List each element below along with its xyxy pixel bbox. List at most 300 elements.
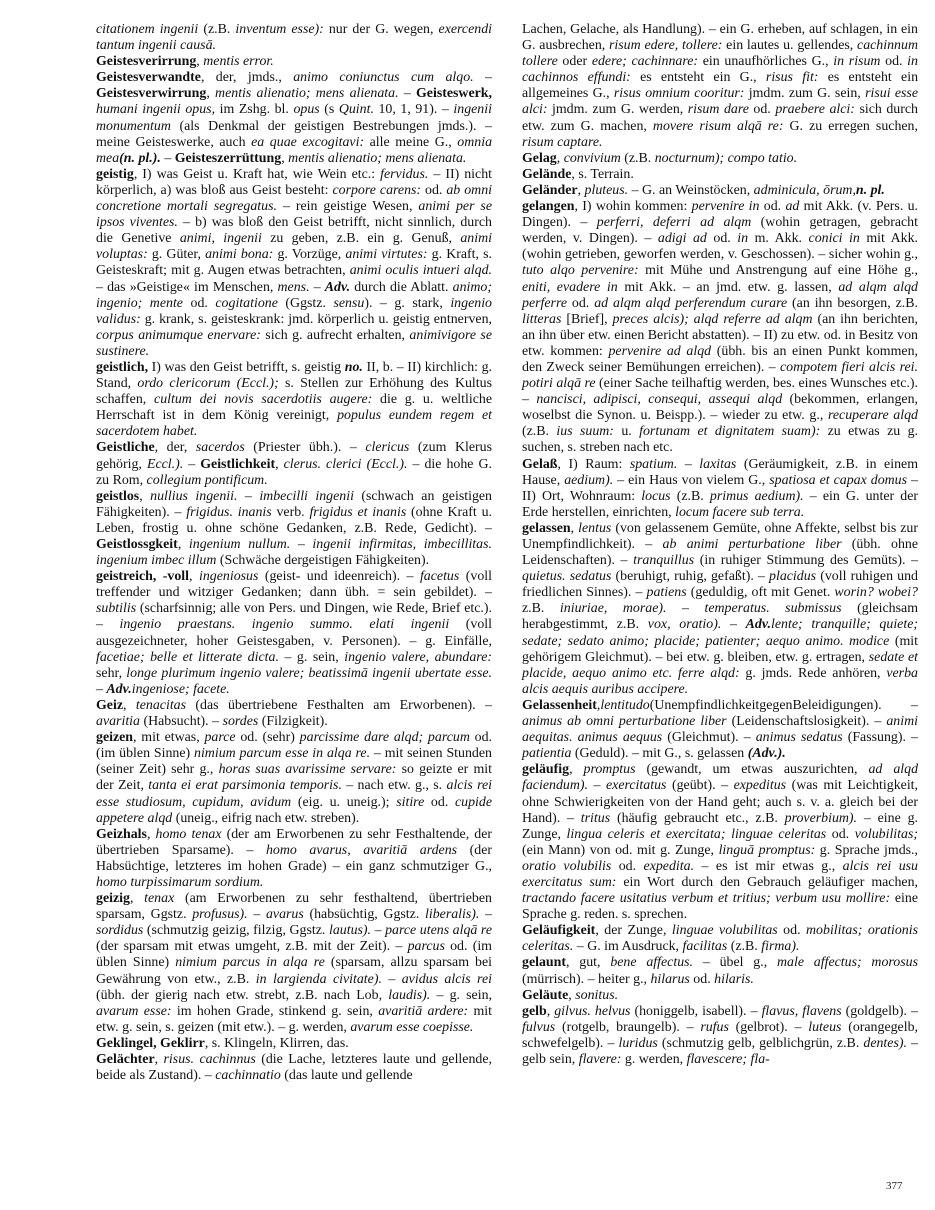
entry-headword: gelassen [522, 520, 571, 536]
entry-text: z.B. [522, 601, 560, 617]
entry-text: od. [424, 794, 455, 810]
dictionary-entry [96, 22, 492, 54]
entry-latin-text: profusus). [192, 907, 248, 923]
dictionary-entry [522, 199, 918, 457]
entry-text: mit Akk. – an jmd. etw. g. lassen, [617, 279, 839, 295]
entry-text: od. (sehr) [235, 730, 300, 746]
entry-text: , I) Raum: [557, 456, 630, 472]
entry-text: – rein geistige Wesen, [277, 199, 419, 215]
entry-text: g. Vorzüge, [273, 247, 346, 263]
entry-latin-text: gilvus. helvus [554, 1003, 631, 1019]
entry-latin-text: ad alqd faciendum). [522, 762, 919, 794]
dictionary-entry [96, 698, 492, 730]
entry-latin-text: adminicula, ōrum, [753, 182, 856, 198]
entry-text: (von gelassenem Gemüte, ohne Affekte, selbst bis zur Unempfindlichkeit). – [522, 520, 918, 552]
entry-text: s. Stellen zur Erhöhung des Kultus schaffen, [96, 376, 492, 408]
entry-headword: Geizhals [96, 826, 147, 842]
entry-text: (habsüchtig, Ggstz. [303, 907, 425, 923]
entry-latin-text: oratio volubilis [522, 858, 612, 874]
entry-latin-text: pervenire ad alqd [608, 343, 712, 359]
entry-latin-text: vox, oratio). [647, 617, 722, 633]
entry-text: sich g. aufrecht erhalten, [260, 327, 410, 343]
entry-text: g. Kraft, s. Geisteskraft; mit g. Augen etwas betrachten, [96, 247, 492, 279]
entry-text: (z.B. [727, 939, 762, 955]
entry-latin-text: tractando facere usitatius verbum et tritius; verbum usu mollire: [522, 891, 891, 907]
entry-latin-text: sitire [396, 794, 425, 810]
entry-text: g. Güter, [147, 247, 206, 263]
entry-latin-text: clerus. clerici (Eccl.). [283, 456, 408, 472]
entry-latin-text: homo avarus, avaritiā ardens [265, 842, 458, 858]
entry-latin-text: tenax [144, 891, 175, 907]
entry-text: , der, [154, 440, 196, 456]
entry-text: (das übertriebene Festhalten am Erworbenen). – [186, 697, 492, 713]
dictionary-entry [96, 827, 492, 891]
entry-text: (geübt). – [666, 778, 734, 794]
entry-latin-text: worin? wobei? [834, 585, 919, 601]
dictionary-entry [522, 1004, 918, 1068]
entry-latin-text: luridus [618, 1035, 658, 1051]
entry-headword: Geländer [522, 182, 578, 198]
entry-text: (z.B. [522, 424, 557, 440]
entry-text: (einer Sache teilhaftig werden, bes. eines Wunsches etc.). – [522, 376, 918, 408]
entry-text: ein lautes u. gellendes, [722, 38, 858, 54]
entry-text: – [479, 907, 493, 923]
entry-text: g. krank, s. geisteskrank: jmd. körperlich u. geistig entnerven, [140, 311, 492, 327]
entry-text: (übh. ohne Leidenschaften). – [522, 537, 918, 569]
entry-latin-text: ius suum: [556, 424, 614, 440]
entry-headword: Geisteszerrüttung [174, 150, 282, 166]
entry-text: (an ihn besorgen, z.B. [787, 295, 918, 311]
entry-latin-text: avarum esse coepisse. [350, 1019, 474, 1035]
entry-headword: Geklingel, Geklirr [96, 1035, 205, 1051]
entry-text: , [154, 1052, 164, 1067]
entry-latin-text: ingenii infirmitas, imbecillitas. ingenium imbec illum [96, 537, 492, 569]
entry-text: (mit gehörigem Gleichmut). – bei etw. g. bleiben, etw. g. ertragen, [522, 633, 919, 665]
entry-latin-text: subtilis [96, 601, 137, 617]
entry-headword: Geistliche [96, 440, 155, 456]
entry-text: (an ihn berichten, an ihn über etw. einen Bericht abstatten). – II) zu etw. od. in Besitz von etw. kommen: [522, 311, 918, 359]
entry-text: – [587, 778, 606, 794]
entry-text: – [398, 86, 416, 102]
entry-text: od. (im üblen Sinne) [96, 730, 492, 762]
entry-text: sehr, [96, 665, 127, 681]
dictionary-entry [522, 151, 918, 167]
entry-text: (bekommen, erlangen, woselbst die Synon. u. Beispp.). – wieder zu etw. g., [522, 392, 918, 424]
entry-text: g. jmds. Rede anhören, [739, 665, 887, 681]
entry-text: – [309, 279, 325, 295]
entry-latin-text: animus sedatus [755, 730, 843, 746]
entry-latin-text: animi per se ipsos viventes. [96, 199, 492, 231]
entry-latin-text: praebere alci: [775, 102, 855, 118]
entry-text: (Fassung). – [842, 730, 918, 746]
entry-text: zu etwas zu g. suchen, s. streben nach etc. [522, 424, 918, 456]
entry-latin-text: pluteus. [584, 182, 629, 198]
entry-text: (z.B. [198, 22, 236, 37]
entry-text: , [189, 569, 199, 585]
entry-latin-text: locum facere sub terra. [675, 504, 805, 520]
entry-latin-text: sedate et placide, aequo animo etc. ferre alqd: [522, 649, 918, 681]
entry-latin-text: cupide appetere alqd [96, 794, 492, 826]
entry-text: G. zu erregen suchen, [783, 118, 918, 134]
entry-latin-text: longe plurimum ingenio valere; beatissimā ingenii ubertate esse. [126, 665, 492, 681]
entry-latin-text: volubilitas; [854, 826, 918, 842]
entry-latin-text: ingenio praestans. ingenio summo. elati ingenii [119, 617, 450, 633]
entry-text: – [381, 971, 402, 987]
entry-text: – g. sein, [430, 987, 492, 1003]
entry-text: (voll treffender und witziger Gedanken; dann übh. = sein gebildet). – [96, 569, 492, 601]
entry-text: (eig. u. uneig.); [291, 794, 397, 810]
entry-text: od. (im üblen Sinne) [96, 939, 492, 971]
entry-text: – II) nicht körperlich, a) was bloß aus Geist besteht: [96, 166, 492, 198]
entry-latin-text: firma). [761, 939, 800, 955]
dictionary-entry [522, 521, 918, 698]
entry-latin-text: promptus [583, 762, 636, 778]
entry-latin-text: parce utens alqā re [385, 923, 492, 939]
entry-latin-text: lingua celeris et exercitata; linguae celeritas [566, 826, 827, 842]
entry-text: (schmutzig geizig, filzig, Ggstz. [143, 923, 329, 939]
entry-latin-text: in cachinnos effundi: [522, 54, 918, 86]
entry-text: – es ist mir etwas g., [694, 858, 843, 874]
entry-text: – ein Haus von vielem G., [613, 472, 770, 488]
entry-text: (rotgelb, braungelb). – [555, 1019, 701, 1035]
entry-text: im hohen Grade, stinkend g. sein, [171, 1003, 379, 1019]
entry-headword: gelb [522, 1003, 547, 1019]
entry-latin-text: hilaris. [714, 971, 754, 987]
entry-text: 10, 1, 91). – [373, 102, 454, 118]
entry-latin-text: clericus [365, 440, 410, 456]
entry-latin-text: sordes [222, 714, 259, 730]
entry-text: – [247, 907, 266, 923]
entry-text: , [570, 520, 579, 536]
entry-text: u. [613, 424, 640, 440]
entry-latin-text: expedita. [643, 858, 695, 874]
entry-text: (Gleichmut). – [662, 730, 756, 746]
entry-text: (die Lache, letzteres laute und gellende, beide als Zustand). – [96, 1052, 492, 1084]
entry-text: – g. sein, [278, 649, 345, 665]
entry-text: (schmutzig gelb, gelblichgrün, z.B. [657, 1035, 864, 1051]
entry-headword: Gelassenheit [522, 697, 597, 713]
entry-latin-text: bene affectus. [610, 955, 694, 971]
entry-headword: Geistlossgkeit [96, 537, 178, 552]
entry-latin-text: patiens [646, 585, 687, 601]
entry-text: (z.B. [670, 488, 710, 504]
entry-text: , [177, 537, 189, 552]
entry-latin-text: lente; tranquille; quiete; sedate; sedato animo; placide; patienter; aequo animo. modice [522, 617, 918, 649]
entry-text: (gleichsam herabgestimmt, z.B. [522, 601, 919, 633]
entry-text: (der am Erworbenen zu sehr Festhaltende, der übertrieben Sparsame). – [96, 826, 492, 858]
entry-text: (geist- und ideenreich). – [258, 569, 420, 585]
entry-headword: Geistesverwirrung [96, 86, 207, 102]
entry-text: alle meine G., [364, 134, 458, 150]
entry-latin-text: ordo clericorum (Eccl.); [137, 376, 279, 392]
entry-text: od. [421, 182, 447, 198]
entry-text: (schwach an geistigen Fähigkeiten). – [96, 488, 492, 520]
dictionary-entry [96, 891, 492, 1036]
entry-latin-text: no. [344, 359, 363, 375]
entry-latin-text: tranquillus [633, 553, 695, 569]
entry-headword: geizen [96, 730, 134, 746]
entry-text: , [568, 987, 576, 1003]
entry-latin-text: avaritiā ardere: [378, 1003, 469, 1019]
entry-latin-text: animi voluptas: [96, 231, 492, 263]
dictionary-entry [522, 988, 918, 1004]
entry-latin-text: fortunam et dignitatem suam): [639, 424, 821, 440]
entry-latin-text: n. pl. [855, 182, 885, 198]
entry-headword: Geläufigkeit [522, 923, 596, 939]
entry-latin-text: Eccl.). [146, 456, 184, 472]
entry-text: ein Wort durch den Gebrauch geläufiger machen, [616, 874, 918, 890]
entry-latin-text: recuperare alqd [827, 408, 918, 424]
entry-latin-text: collegium pontificum. [146, 472, 268, 488]
entry-text: – [290, 537, 313, 552]
entry-text: jmdm. zum G. werden, [547, 102, 688, 118]
entry-text: (geduldig, oft mit Genet. [686, 585, 835, 601]
entry-latin-text: (Adv.). [747, 746, 786, 762]
entry-headword: Gelag [522, 150, 557, 166]
entry-latin-text: fervidus. [380, 166, 429, 182]
entry-text: (voll ausgezeichneter, hoher Geistesgaben, v. Personen). – g. Einfälle, [96, 617, 492, 649]
entry-latin-text: ingenio valere, abundare: [344, 649, 492, 665]
entry-text: od. [880, 54, 908, 70]
entry-latin-text: flavus, flavens [761, 1003, 842, 1019]
entry-text: (gelbrot). – [728, 1019, 809, 1035]
entry-text: , [569, 762, 584, 778]
entry-latin-text: exercendi tantum ingenii causā. [96, 22, 493, 54]
entry-text: [Brief], [561, 311, 613, 327]
entry-latin-text: avaritia [96, 714, 140, 730]
entry-latin-text: linguae volubilitas [671, 923, 778, 939]
entry-headword: Gelaß [522, 456, 558, 472]
entry-latin-text: rufus [700, 1019, 729, 1035]
entry-text: (mürrisch). – heiter g., [522, 971, 651, 987]
entry-text: , [146, 826, 156, 842]
entry-latin-text: hilarus [650, 971, 690, 987]
entry-text: (wohin getragen, gebracht werden, v. Dingen). – [522, 215, 918, 247]
entry-text: – ein G. unter der Erde herstellen, einrichten, [522, 488, 918, 520]
entry-latin-text: omnia mea [96, 134, 493, 166]
entry-latin-text: corpus animumque enervare: [96, 327, 261, 343]
entry-text: m. Akk. [748, 231, 809, 247]
dictionary-entry [522, 762, 918, 923]
entry-latin-text: sordidus [96, 923, 144, 939]
entry-text: (z.B. [620, 150, 655, 166]
entry-latin-text: animivigore se sustinere. [96, 327, 493, 359]
entry-text: , [281, 150, 289, 166]
entry-headword: geistreich, -voll [96, 569, 190, 585]
entry-text: verb. [271, 504, 310, 520]
entry-text: , s. Terrain. [571, 166, 634, 182]
entry-latin-text: cachinnatio [215, 1068, 281, 1084]
entry-text: – [183, 456, 201, 472]
entry-text: (Geräumigkeit, z.B. in einem Hause, [522, 456, 918, 488]
entry-text: (Filzigkeit). [258, 714, 328, 730]
entry-text: od. [567, 295, 595, 311]
entry-text: (übh. der gierig nach etw. strebt, z.B. nach Lob, [96, 987, 389, 1003]
entry-latin-text: animi oculis intueri alqd. [349, 263, 492, 279]
entry-latin-text: flavescere; fla- [686, 1052, 770, 1067]
entry-latin-text: alcis rei esse studiosum, cupidum, avidum [96, 778, 492, 810]
entry-text: mit Akk. (v. Pers. u. Dingen). – [522, 199, 919, 231]
entry-text: (Ggstz. [277, 295, 334, 311]
entry-text: – G. im Ausdruck, [573, 939, 683, 955]
entry-text: II, b. – II) kirchlich: g. Stand, [96, 359, 492, 392]
dictionary-entry [96, 54, 492, 70]
dictionary-entry [522, 955, 918, 987]
entry-latin-text: spatiosa et capax domus [769, 472, 908, 488]
entry-text: – mit seinen Stunden (seiner Zeit) sehr g., [96, 746, 492, 778]
entry-latin-text: adigi ad [657, 231, 707, 247]
entry-latin-text: perferri, deferri ad alqm [596, 215, 752, 231]
entry-latin-text: cogitatione [215, 295, 278, 311]
entry-latin-text: proverbium). [784, 810, 858, 826]
entry-latin-text: nimium parcus in alqa re [175, 955, 325, 971]
entry-text: , [596, 697, 601, 713]
dictionary-entry [96, 1052, 492, 1084]
entry-latin-text: (n. pl.). [119, 150, 161, 166]
entry-text: , I) was Geist u. Kraft hat, wie Wein etc.: [133, 166, 381, 182]
entry-text: od. [826, 826, 855, 842]
entry-headword: Geläute [522, 987, 569, 1003]
entry-headword: geistlich, [96, 359, 149, 375]
entry-latin-text: avidus alcis rei [401, 971, 492, 987]
entry-latin-text: lentitudo [600, 697, 650, 713]
entry-latin-text: avarus [265, 907, 304, 923]
entry-text: – [721, 617, 746, 633]
entry-text: I) was den Geist betrifft, s. geistig [148, 359, 345, 375]
entry-text: , [206, 86, 216, 102]
entry-latin-text: Adv. [745, 617, 771, 633]
dictionary-entry [96, 730, 492, 827]
entry-latin-text: animi aequitas. animus aequus [522, 714, 918, 746]
entry-latin-text: preces alcis); alqd referre ad alqm [612, 311, 813, 327]
entry-headword: Geistesverirrung [96, 54, 197, 70]
entry-text: , [129, 891, 145, 907]
entry-headword: Geiz [96, 697, 123, 713]
entry-latin-text: liberalis). [424, 907, 480, 923]
entry-text: (übh. bis an einen Punkt kommen, den Zweck seiner Bemühungen erreichen). – [522, 343, 918, 375]
entry-latin-text: homo tenax [155, 826, 222, 842]
entry-text: (sparsam, allzu sparsam bei Gewährung von etw., z.B. [96, 955, 493, 987]
entry-text: – übel g., [693, 955, 777, 971]
entry-text: – das »Geistige« im Menschen, [96, 279, 278, 295]
dictionary-entry [96, 440, 492, 488]
entry-text: (ohne Kraft u. Leben, frostig u. ohne schöne Gedanken, z.B. Rede, Gedicht). – [96, 504, 492, 536]
entry-latin-text: linguā promptus: [718, 842, 816, 858]
entry-text: (als Denkmal der geistigen Bestrebungen jmds.). – meine Geisteswerke, auch [96, 118, 492, 150]
entry-headword: Gelächter [96, 1052, 155, 1067]
entry-latin-text: nullius ingenii. [150, 488, 238, 504]
entry-text: (uneig., eifrig nach etw. streben). [172, 810, 360, 826]
entry-text: ). – g. stark, [364, 295, 451, 311]
entry-latin-text: ab omni concretione mortali segregatus. [96, 182, 492, 215]
entry-latin-text: lentus [578, 520, 612, 536]
entry-text: (beruhigt, ruhig, gefaßt). – [611, 569, 770, 585]
entry-latin-text: dentes). [863, 1035, 907, 1051]
entry-latin-text: risus fit: [765, 70, 819, 86]
entry-headword: Geisteswerk, [416, 86, 492, 102]
entry-latin-text: compotem fieri alcis rei. potiri alqā re [522, 359, 918, 392]
entry-latin-text: risus. cachinnus [163, 1052, 256, 1067]
entry-latin-text: inventum esse): [235, 22, 324, 37]
entry-latin-text: lautus). [328, 923, 372, 939]
entry-latin-text: convivium [563, 150, 621, 166]
entry-latin-text: ad alqm alqd perferendum curare [594, 295, 788, 311]
entry-latin-text: nimium parcum esse in alqa re. [194, 746, 371, 762]
entry-latin-text: animi virtutes: [345, 247, 428, 263]
entry-latin-text: avarum esse: [96, 1003, 172, 1019]
entry-latin-text: animo; ingenio; mente [96, 279, 492, 311]
entry-text: mit etw. g. sein, s. geizen (mit etw.). – g. werden, [96, 1003, 493, 1035]
entry-latin-text: homo turpissimarum sordium. [96, 874, 264, 890]
entry-headword: gelaunt [522, 955, 566, 971]
entry-latin-text: ad [785, 199, 800, 215]
entry-latin-text: male affectus; morosus [776, 955, 918, 971]
entry-text: (UnempfindlichkeitgegenBeleidigungen). – [649, 697, 918, 713]
entry-latin-text: animo coniunctus cum alqo. [293, 70, 474, 86]
dictionary-entry [96, 1036, 492, 1052]
entry-text: durch die Ablatt. [350, 279, 453, 295]
entry-headword: geistig [96, 166, 134, 182]
entry-text: (orangegelb, schwefelgelb). – [522, 1019, 919, 1051]
entry-text: od. [182, 295, 216, 311]
entry-latin-text: citationem ingenii [96, 22, 199, 37]
dictionary-entry [522, 183, 918, 199]
dictionary-page [96, 22, 918, 1172]
entry-text: – [237, 488, 260, 504]
dictionary-entry [522, 167, 918, 183]
entry-latin-text: pervenire in [691, 199, 760, 215]
entry-latin-text: mentis error. [203, 54, 274, 70]
entry-text: (der Habsüchtige, letzteres im hohen Grade) – ein ganz schmutziger G., [96, 842, 492, 874]
entry-latin-text: mentis alienatio; mens alienata. [215, 86, 399, 102]
entry-latin-text: risum dare [687, 102, 749, 118]
entry-latin-text: laxitas [699, 456, 737, 472]
entry-latin-text: exercitatus [606, 778, 667, 794]
entry-latin-text: fulvus [522, 1019, 556, 1035]
entry-text: (am Erworbenen zu sehr festhaltend, übertrieben sparsam, Ggstz. [96, 891, 492, 923]
page-number: 377 [886, 1180, 903, 1192]
entry-latin-text: ab animi perturbatione liber [662, 537, 842, 552]
entry-latin-text: ad alqm alqd perferre [522, 279, 918, 311]
entry-text: , gut, [566, 955, 611, 971]
entry-text: es entsteht ein allgemeines G., [522, 70, 919, 102]
entry-latin-text: primus aedium). [709, 488, 804, 504]
entry-headword: gelangen [522, 199, 575, 215]
entry-text: (was mit Leichtigkeit, ohne Schwierigkeiten von der Hand geht; auch s. v. a. gleich bei der Hand). – [522, 778, 919, 826]
entry-latin-text: expeditus [733, 778, 787, 794]
entry-text: (Priester übh.). – [244, 440, 366, 456]
entry-latin-text: movere risum alqā re: [652, 118, 784, 134]
entry-headword: Geistesverwandte [96, 70, 201, 86]
entry-text: , s. Klingeln, Klirren, das. [204, 1035, 349, 1051]
entry-latin-text: Quint. [338, 102, 374, 118]
entry-latin-text: spatium. [629, 456, 678, 472]
entry-latin-text: temperatus. submissus [704, 601, 842, 617]
entry-latin-text: laudis). [388, 987, 431, 1003]
entry-latin-text: animi, ingenii [179, 231, 262, 247]
entry-latin-text: parcissime dare alqd; parcum [299, 730, 470, 746]
entry-text: – [666, 601, 705, 617]
entry-text: Lachen, Gelache, als Handlung). – ein G. erheben, auf schlagen, in ein G. ausbrechen, [522, 22, 918, 54]
entry-text: (das laute und gellende [280, 1068, 413, 1084]
entry-headword: geizig [96, 891, 130, 907]
entry-latin-text: aedium). [564, 472, 614, 488]
entry-text: die g. u. weltliche Herrschaft ist in dem König vereinigt, [96, 392, 492, 424]
entry-text: (der sparsam mit etwas umgeht, z.B. mit der Zeit). – [96, 939, 408, 955]
entry-latin-text: cultum dei novis sacerdotiis augere: [154, 392, 373, 408]
entry-latin-text: nocturnum); compo tatio. [654, 150, 798, 166]
entry-latin-text: tanta ei erat parsimonia temporis. [148, 778, 342, 794]
